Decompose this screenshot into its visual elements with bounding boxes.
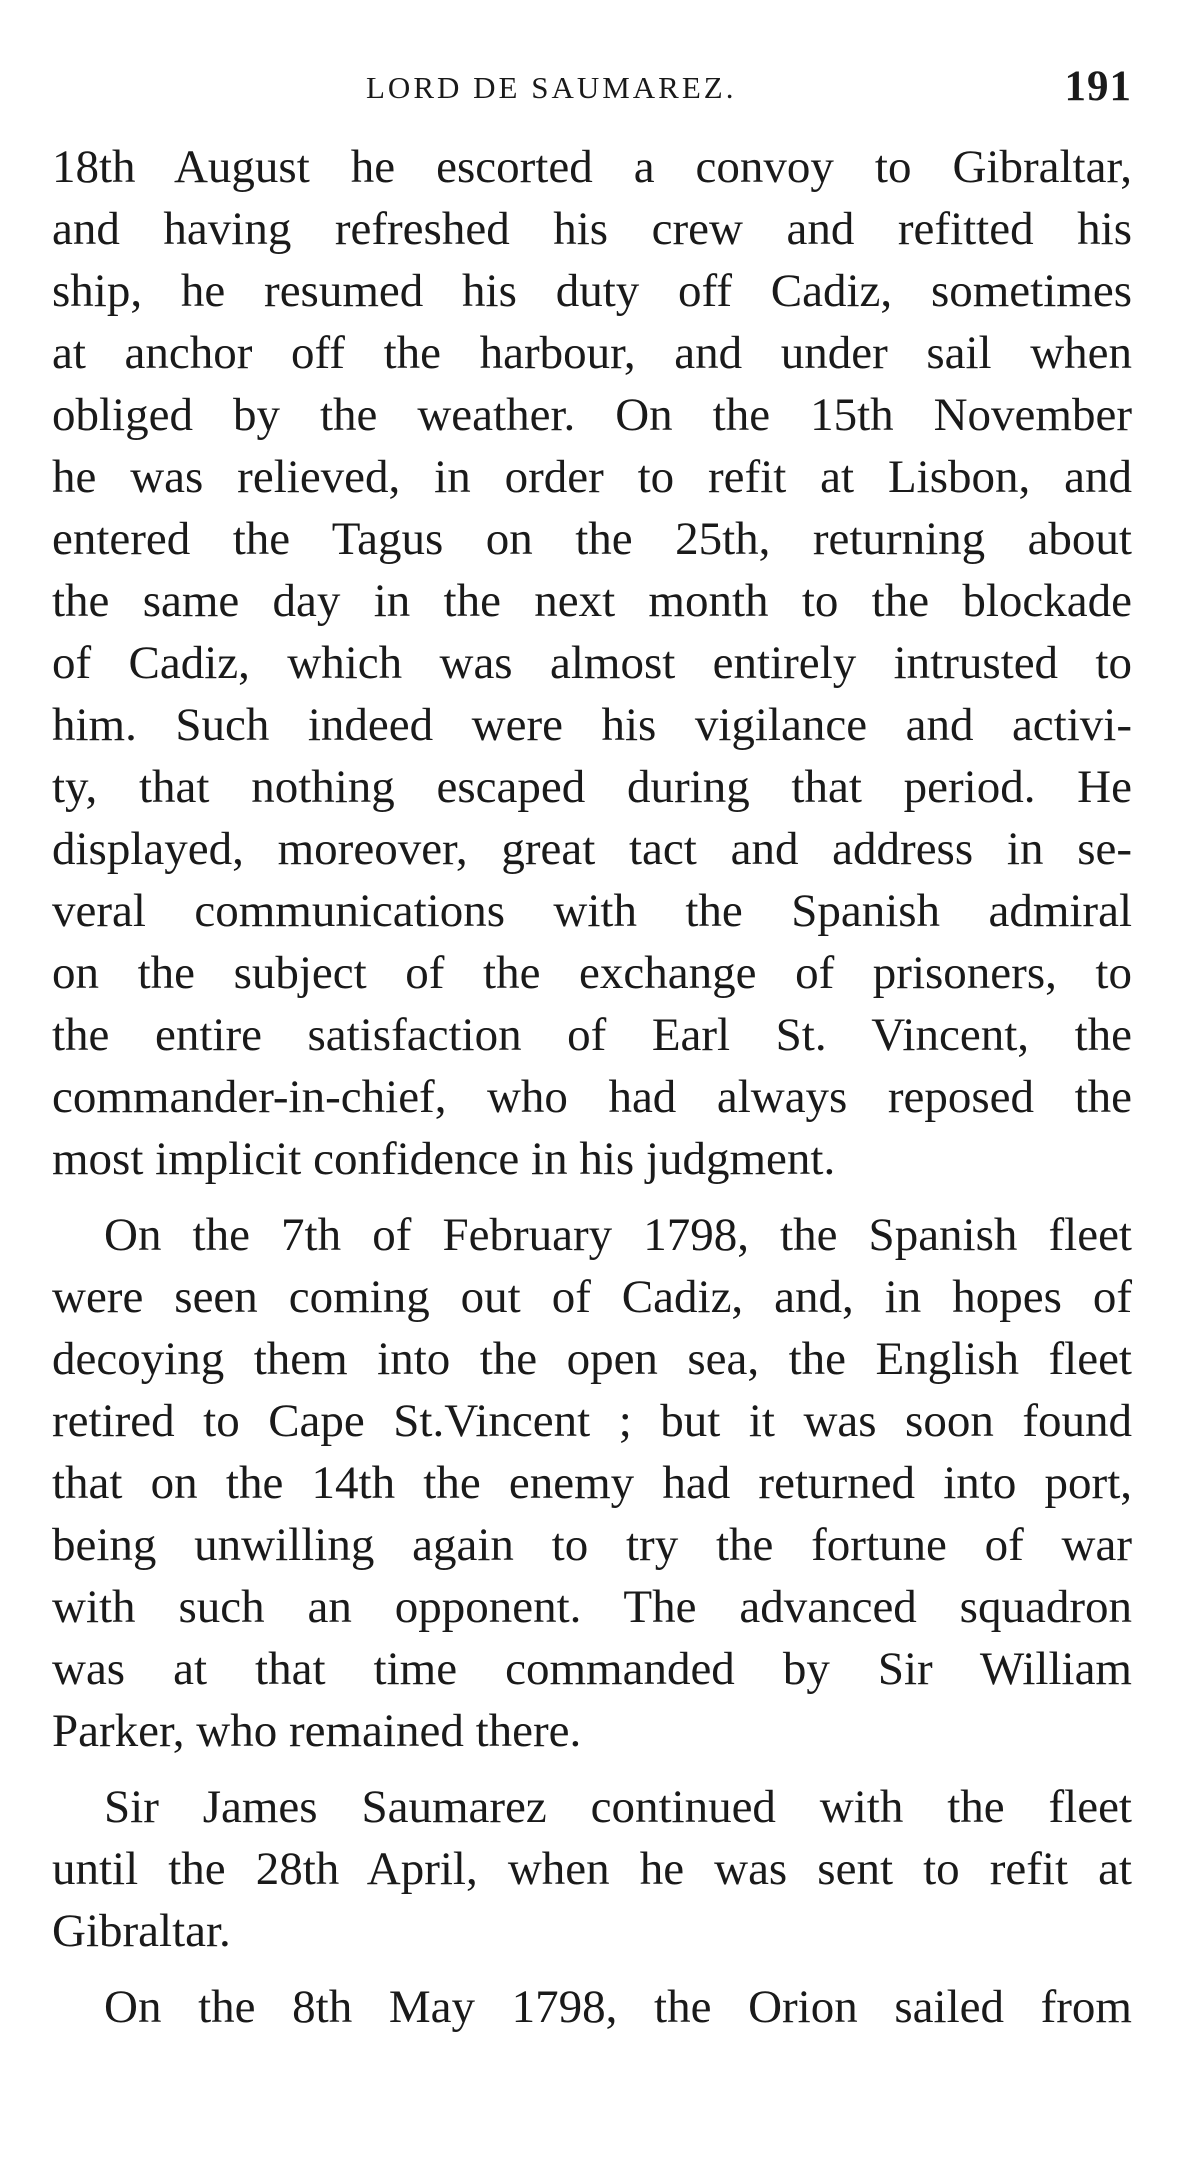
paragraph [52,1776,1132,1962]
text-line: at anchor off the harbour, and under sail when [52,327,1132,379]
text-line: on the subject of the exchange of prisoners, to [52,947,1132,999]
text-line: and having refreshed his crew and refitted his [52,203,1132,255]
text-line: decoying them into the open sea, the English fleet [52,1333,1132,1385]
text-line: most implicit confidence in his judgment. [52,1133,836,1185]
text-line: that on the 14th the enemy had returned into port, [52,1457,1132,1509]
text-line: him. Such indeed were his vigilance and activi- [52,699,1132,751]
text-line: being unwilling again to try the fortune of war [52,1519,1132,1571]
text-line: On the 8th May 1798, the Orion sailed from [104,1981,1132,2033]
text-line: On the 7th of February 1798, the Spanish fleet [104,1209,1132,1261]
text-line: with such an opponent. The advanced squadron [52,1581,1132,1633]
text-line: ty, that nothing escaped during that period. He [52,761,1132,813]
text-line: entered the Tagus on the 25th, returning about [52,513,1132,565]
text-line: ship, he resumed his duty off Cadiz, sometimes [52,265,1132,317]
body-text [52,136,1132,2038]
text-line: Sir James Saumarez continued with the fleet [104,1781,1132,1833]
text-line: displayed, moreover, great tact and address in se- [52,823,1132,875]
text-line: he was relieved, in order to refit at Lisbon, and [52,451,1132,503]
page-number: 191 [1064,63,1132,110]
paragraph [52,1976,1132,2038]
text-line: Gibraltar. [52,1905,231,1957]
text-line: 18th August he escorted a convoy to Gibraltar, [52,141,1132,193]
paragraph [52,1204,1132,1762]
text-line: was at that time commanded by Sir William [52,1643,1132,1695]
text-line: commander-in-chief, who had always reposed the [52,1071,1132,1123]
text-line: the same day in the next month to the blockade [52,575,1132,627]
text-line: Parker, who remained there. [52,1705,582,1757]
text-line: until the 28th April, when he was sent to refit at [52,1843,1132,1895]
text-line: were seen coming out of Cadiz, and, in hopes of [52,1271,1132,1323]
running-title: LORD DE SAUMAREZ. [366,70,737,105]
text-line: obliged by the weather. On the 15th November [52,389,1132,441]
text-line: veral communications with the Spanish admiral [52,885,1132,937]
text-line: the entire satisfaction of Earl St. Vincent, the [52,1009,1132,1061]
text-line: of Cadiz, which was almost entirely intrusted to [52,637,1132,689]
paragraph [52,136,1132,1190]
running-head [52,62,1132,122]
text-line: retired to Cape St.Vincent ; but it was soon found [52,1395,1132,1447]
